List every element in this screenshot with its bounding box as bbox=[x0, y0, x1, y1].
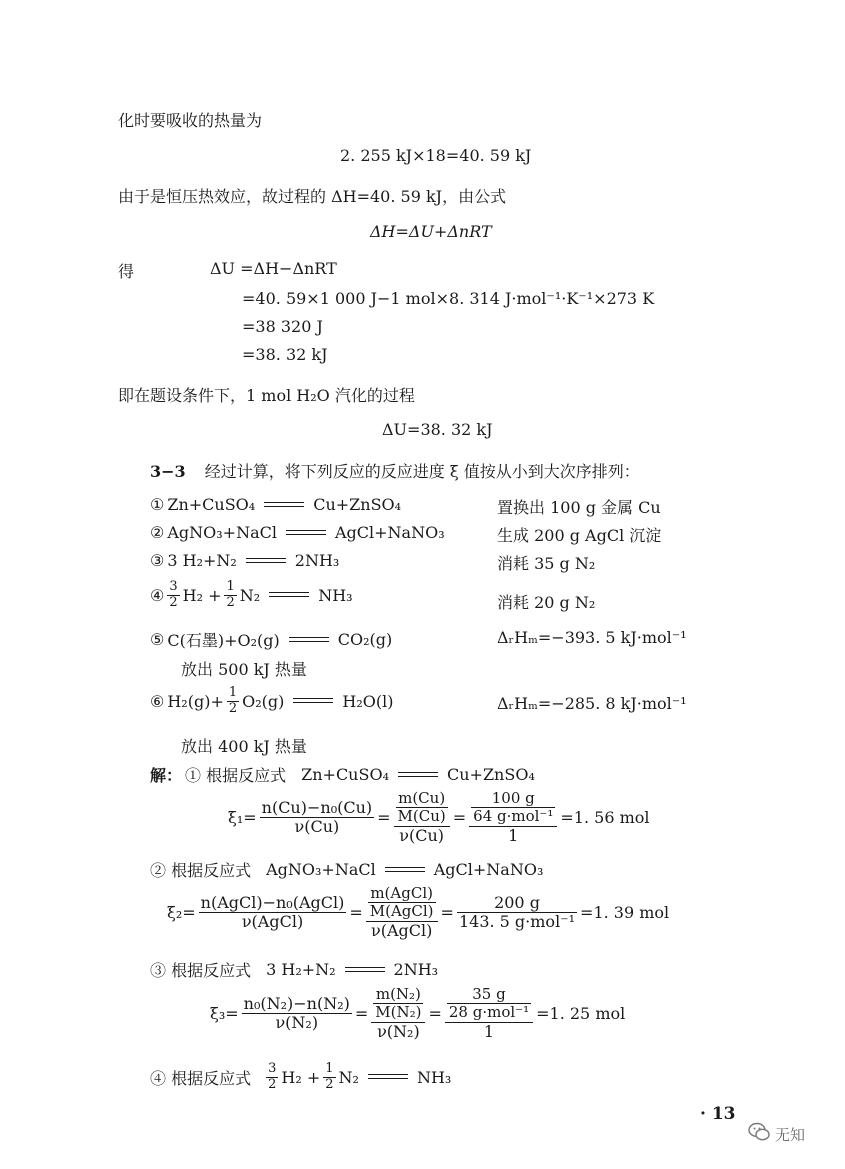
reaction-left: 3 H₂+N₂ bbox=[266, 960, 336, 979]
reaction-right: AgCl+NaNO₃ bbox=[433, 860, 544, 879]
fraction: $\frac{1}{2}$ bbox=[228, 685, 238, 716]
intro-text-2: 由于是恒压热效应，故过程的 ΔH=40. 59 kJ，由公式 bbox=[118, 187, 507, 206]
fraction-amount: $\frac{\text{n(Cu)−n₀(Cu)}}{\nu(Cu)}$ bbox=[261, 797, 373, 836]
xi-label: ξ₂= bbox=[167, 902, 196, 922]
result: =1. 39 mol bbox=[580, 902, 670, 922]
step-head: ② 根据反应式 bbox=[150, 861, 252, 880]
reaction-part: H₂ + bbox=[281, 1067, 321, 1087]
reaction-number: ③ bbox=[150, 551, 165, 570]
fraction-values: $\frac{\frac{35 g}{\text{28 g·mol⁻¹}}}{1}$ bbox=[445, 986, 533, 1041]
equation-formula: ΔH=ΔU+ΔnRT bbox=[370, 222, 492, 241]
fraction-values: $\frac{\frac{100 g}{\text{64 g·mol⁻¹}}}{1}$ bbox=[469, 790, 557, 845]
result: =1. 25 mol bbox=[536, 1003, 626, 1023]
reaction-right: NH₃ bbox=[416, 1067, 452, 1087]
reaction-right: 2NH₃ bbox=[393, 960, 439, 979]
reaction-right: Cu+ZnSO₄ bbox=[446, 765, 535, 784]
equals-arrow bbox=[398, 771, 438, 779]
reaction-extra: 放出 500 kJ 热量 bbox=[181, 660, 307, 679]
equals-arrow bbox=[293, 697, 333, 705]
equals-arrow bbox=[289, 636, 329, 644]
fraction-mass: $\frac{\frac{\text{m(AgCl)}}{\text{M(AgCl)}}}{\text{ν(AgCl)}}$ bbox=[366, 885, 438, 940]
reaction-number: ⑥ bbox=[150, 691, 165, 711]
reaction-right: Cu+ZnSO₄ bbox=[313, 495, 402, 514]
reaction-left: AgNO₃+NaCl bbox=[266, 860, 376, 879]
reaction-1 bbox=[150, 495, 401, 514]
reaction-number: ① bbox=[150, 495, 165, 514]
reaction-part: H₂ + bbox=[182, 585, 222, 605]
step-4: =38. 32 kJ bbox=[242, 345, 328, 364]
equals-arrow bbox=[368, 1073, 408, 1081]
reaction-extra: 放出 400 kJ 热量 bbox=[181, 737, 307, 756]
solution-step-1-head bbox=[150, 763, 535, 786]
problem-number: 3−3 bbox=[150, 462, 186, 481]
label-de: 得 bbox=[118, 262, 135, 281]
reaction-condition: 生成 200 g AgCl 沉淀 bbox=[497, 526, 662, 545]
equation-result: ΔU=38. 32 kJ bbox=[382, 420, 493, 439]
equals-arrow bbox=[385, 866, 425, 874]
intro-text-1: 化时要吸收的热量为 bbox=[118, 111, 263, 130]
fraction-mass: $\frac{\frac{\text{m(N₂)}}{\text{M(N₂)}}}{\text{ν(N₂)}}$ bbox=[371, 986, 425, 1041]
reaction-3 bbox=[150, 551, 339, 570]
step-2: =40. 59×1 000 J−1 mol×8. 314 J·mol⁻¹·K⁻¹×273 K bbox=[242, 289, 655, 308]
reaction-left: AgNO₃+NaCl bbox=[167, 523, 277, 542]
reaction-condition: 消耗 35 g N₂ bbox=[497, 554, 596, 573]
reaction-4 bbox=[150, 580, 353, 611]
reaction-right: 2NH₃ bbox=[294, 551, 340, 570]
fraction: $\frac{1}{2}$ bbox=[226, 579, 235, 610]
reaction-number: ⑤ bbox=[150, 630, 165, 649]
reaction-left: C(石墨)+O₂(g) bbox=[167, 631, 280, 650]
step-head: ① 根据反应式 bbox=[185, 766, 287, 785]
reaction-2 bbox=[150, 523, 445, 542]
step-3: =38 320 J bbox=[242, 317, 323, 336]
fraction-values: $\frac{200 g}{\text{143. 5 g·mol⁻¹}}$ bbox=[458, 892, 576, 931]
solution-step-2-head bbox=[150, 858, 543, 881]
solution-eq-1: ξ₁= $\frac{\text{n(Cu)−n₀(Cu)}}{\nu(Cu)}$ = $\frac{\frac{m(Cu)}{M(Cu)}}{\nu(Cu)}$ = $\frac{\frac{100 g}{\text{64 g·mol⁻¹}}}{1}$ =1. 56 mol bbox=[228, 789, 650, 845]
reaction-condition: 消耗 20 g N₂ bbox=[497, 593, 596, 612]
reaction-5 bbox=[150, 628, 392, 651]
problem-text: 经过计算，将下列反应的反应进度 ξ 值按从小到大次序排列： bbox=[204, 462, 640, 481]
solution-eq-2: ξ₂= $\frac{\text{n(AgCl)−n₀(AgCl)}}{\text{ν(AgCl)}}$ = $\frac{\frac{\text{m(AgCl)}}{\text{M(AgCl)}}}{\text{ν(AgCl)}}$ = $\frac{200 g}{\text{143. 5 g·mol⁻¹}}$ =1. 39 mol bbox=[167, 884, 670, 940]
reaction-right: NH₃ bbox=[318, 585, 353, 605]
equals-arrow bbox=[286, 529, 326, 537]
fraction: $\frac{3}{2}$ bbox=[169, 579, 178, 610]
reaction-part: N₂ bbox=[239, 585, 261, 605]
solution-step-4-head bbox=[150, 1062, 451, 1093]
step-head: ④ 根据反应式 bbox=[150, 1068, 252, 1088]
equals-arrow bbox=[264, 501, 304, 509]
solution-eq-3: ξ₃= $\frac{\text{n₀(N₂)−n(N₂)}}{\text{ν(N₂)}}$ = $\frac{\frac{\text{m(N₂)}}{\text{M(N₂)}}}{\text{ν(N₂)}}$ = $\frac{\frac{35 g}{\text{28 g·mol⁻¹}}}{1}$ =1. 25 mol bbox=[210, 985, 626, 1041]
fraction-amount: $\frac{\text{n(AgCl)−n₀(AgCl)}}{\text{ν(AgCl)}}$ bbox=[200, 892, 345, 931]
equals-arrow bbox=[246, 557, 286, 565]
reaction-enthalpy: ΔᵣHₘ=−285. 8 kJ·mol⁻¹ bbox=[497, 694, 687, 713]
fraction: $\frac{1}{2}$ bbox=[325, 1061, 334, 1092]
equation-heat: 2. 255 kJ×18=40. 59 kJ bbox=[340, 146, 532, 165]
wechat-icon bbox=[748, 1122, 770, 1146]
reaction-part: O₂(g) bbox=[242, 691, 285, 711]
intro-text-3: 即在题设条件下，1 mol H₂O 汽化的过程 bbox=[118, 386, 415, 405]
reaction-number: ② bbox=[150, 523, 165, 542]
step-head: ③ 根据反应式 bbox=[150, 961, 252, 980]
solution-step-3-head bbox=[150, 958, 438, 981]
xi-label: ξ₃= bbox=[210, 1003, 239, 1023]
reaction-left: Zn+CuSO₄ bbox=[301, 765, 389, 784]
solution-label: 解： bbox=[150, 766, 183, 785]
reaction-part: N₂ bbox=[338, 1067, 359, 1087]
fraction-amount: $\frac{\text{n₀(N₂)−n(N₂)}}{\text{ν(N₂)}}$ bbox=[243, 993, 350, 1032]
fraction: $\frac{3}{2}$ bbox=[268, 1061, 277, 1092]
reaction-part: H₂(g)+ bbox=[167, 691, 224, 711]
result: =1. 56 mol bbox=[560, 807, 650, 827]
step-1: ΔU =ΔH−ΔnRT bbox=[210, 259, 337, 278]
page-number: · 13 bbox=[700, 1104, 736, 1124]
reaction-enthalpy: ΔᵣHₘ=−393. 5 kJ·mol⁻¹ bbox=[497, 628, 687, 647]
reaction-left: 3 H₂+N₂ bbox=[167, 551, 237, 570]
reaction-right: CO₂(g) bbox=[337, 630, 393, 649]
watermark-text: 无知 bbox=[775, 1125, 806, 1144]
reaction-right: AgCl+NaNO₃ bbox=[334, 523, 445, 542]
reaction-number: ④ bbox=[150, 585, 165, 605]
xi-label: ξ₁= bbox=[228, 807, 257, 827]
reaction-6 bbox=[150, 686, 393, 717]
reaction-condition: 置换出 100 g 金属 Cu bbox=[497, 498, 661, 517]
reaction-left: Zn+CuSO₄ bbox=[167, 495, 256, 514]
equals-arrow bbox=[345, 966, 385, 974]
reaction-right: H₂O(l) bbox=[342, 691, 394, 711]
watermark bbox=[748, 1122, 805, 1146]
fraction-mass: $\frac{\frac{m(Cu)}{M(Cu)}}{\nu(Cu)}$ bbox=[394, 790, 450, 845]
equals-arrow bbox=[269, 591, 309, 599]
